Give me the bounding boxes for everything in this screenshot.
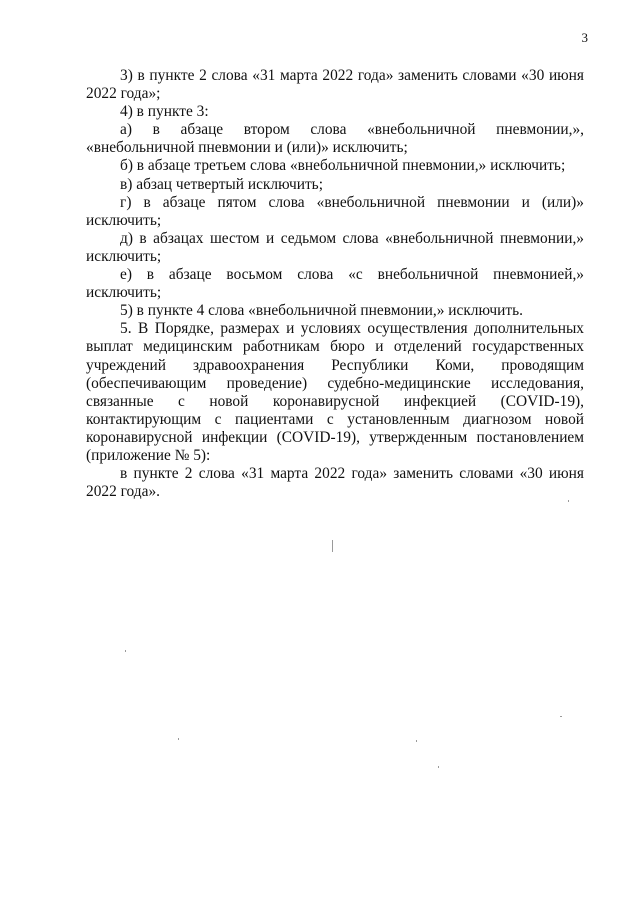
scan-speck — [416, 740, 417, 742]
document-body — [86, 67, 584, 501]
paragraph-subitem-v: в) абзац четвертый исключить; — [120, 175, 323, 193]
paragraph-section-5-item: в пункте 2 слова «31 марта 2022 года» заменить словами «30 июня 2022 года». — [86, 465, 584, 501]
scan-speck — [178, 738, 179, 740]
scan-speck — [125, 650, 126, 652]
page-number: 3 — [581, 30, 588, 45]
paragraph-item-5: 5) в пункте 4 слова «внебольничной пневмонии,» исключить. — [120, 302, 523, 320]
scan-speck — [332, 540, 333, 552]
scan-speck — [560, 716, 562, 717]
paragraph-subitem-e: е) в абзаце восьмом слова «с внебольничной пневмонией,» исключить; — [86, 266, 584, 302]
paragraph-subitem-d: д) в абзацах шестом и седьмом слова «внебольничной пневмонии,» исключить; — [86, 229, 584, 265]
paragraph-subitem-g: г) в абзаце пятом слова «внебольничной пневмонии и (или)» исключить; — [86, 193, 584, 229]
paragraph-item-3: 3) в пункте 2 слова «31 марта 2022 года» заменить словами «30 июня 2022 года»; — [86, 67, 584, 103]
paragraph-section-5: 5. В Порядке, размерах и условиях осуществления дополнительных выплат медицинским работникам бюро и отделений государственных учреждений здравоохранения Республики Коми, проводящим (обеспечивающим проведение) судебно-медицинские исследования, связанные с новой коронавирусной инфекцией (COVID-19), контактирующим с пациентами с установленным диагнозом новой коронавирусной инфекции (COVID-19), утвержденным постановлением (приложение № 5): — [86, 320, 584, 464]
paragraph-subitem-b: б) в абзаце третьем слова «внебольничной пневмонии,» исключить; — [120, 157, 566, 175]
paragraph-subitem-a: а) в абзаце втором слова «внебольничной пневмонии,», «внебольничной пневмонии и (или)» исключить; — [86, 121, 584, 157]
paragraph-item-4: 4) в пункте 3: — [120, 103, 209, 121]
scan-speck — [568, 500, 569, 502]
scan-speck — [438, 766, 439, 768]
